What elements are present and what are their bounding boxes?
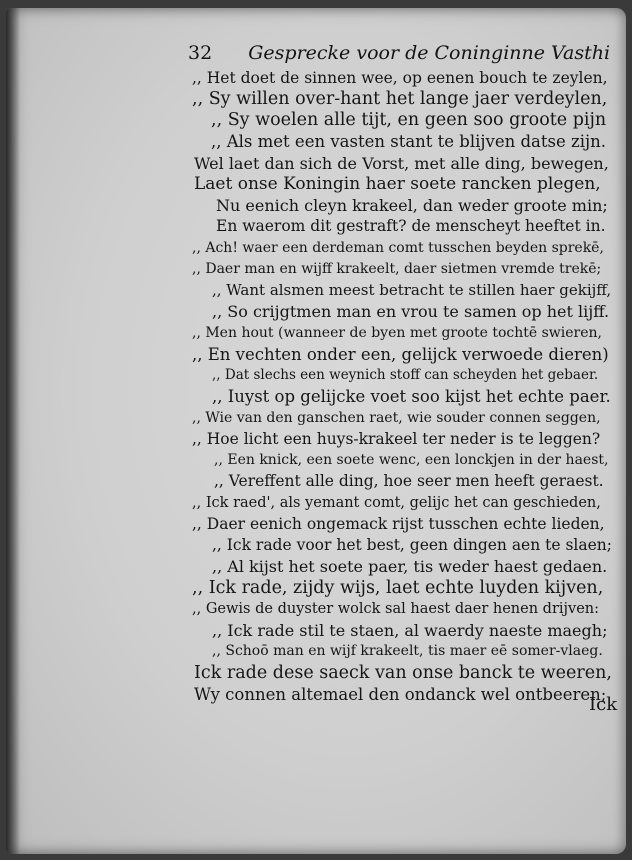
verse-line: ,, Ick rade stil te staen, al waerdy naeste maegh; xyxy=(212,621,608,640)
running-title: Gesprecke voor de Coninginne Vasthi xyxy=(248,42,611,64)
verse-line: ,, Wie van den ganschen raet, wie souder connen seggen, xyxy=(192,410,601,426)
verse-line: ,, Daer eenich ongemack rijst tusschen echte lieden, xyxy=(192,515,605,533)
verse-line: ,, Sy woelen alle tijt, en geen soo groote pijn xyxy=(211,110,607,130)
verse-line: ,, Daer man en wijff krakeelt, daer sietmen vremde trekē; xyxy=(192,261,602,277)
verse-line: ,, Vereffent alle ding, hoe seer men heeft geraest. xyxy=(214,472,604,490)
verse-line: ,, Al kijst het soete paer, tis weder haest gedaen. xyxy=(212,557,608,576)
book-page xyxy=(6,8,626,854)
verse-line: ,, So crijgtmen man en vrou te samen op het lijff. xyxy=(212,302,610,321)
verse-line: ,, Gewis de duyster wolck sal haest daer henen drijven: xyxy=(192,601,600,617)
verse-line: ,, Ick rade, zijdy wijs, laet echte luyden kijven, xyxy=(192,578,604,598)
catchword: Ick xyxy=(589,694,618,715)
verse-line: ,, Ick raed', als yemant comt, gelijc het can geschieden, xyxy=(192,495,601,511)
verse-line: En waerom dit gestraft? de menscheyt heeftet in. xyxy=(216,217,606,235)
verse-line: Nu eenich cleyn krakeel, dan weder groote min; xyxy=(216,196,608,215)
verse-line: Wel laet dan sich de Vorst, met alle ding, bewegen, xyxy=(194,154,609,173)
verse-line: ,, Schoō man en wijf krakeelt, tis maer eē somer-vlaeg. xyxy=(212,643,603,659)
verse-line: ,, Dat slechs een weynich stoff can scheyden het gebaer. xyxy=(212,367,599,383)
verse-line: ,, Als met een vasten stant te blijven datse zijn. xyxy=(211,132,606,151)
verse-line: ,, Het doet de sinnen wee, op eenen bouch te zeylen, xyxy=(192,69,608,87)
verse-line: Laet onse Koningin haer soete rancken plegen, xyxy=(194,174,601,194)
verse-line: ,, Hoe licht een huys-krakeel ter neder is te leggen? xyxy=(192,430,601,448)
verse-line: ,, Men hout (wanneer de byen met groote tochtē swieren, xyxy=(192,325,602,341)
verse-line: ,, Want alsmen meest betracht te stillen haer gekijff, xyxy=(212,281,612,299)
page-header xyxy=(188,42,611,64)
verse-line: ,, Ach! waer een derdeman comt tusschen beyden sprekē, xyxy=(192,240,604,256)
verse-line: ,, Ick rade voor het best, geen dingen aen te slaen; xyxy=(212,536,613,554)
verse-line: ,, Iuyst op gelijcke voet soo kijst het echte paer. xyxy=(212,387,611,406)
verse-line: Ick rade dese saeck van onse banck te weeren, xyxy=(194,663,612,683)
verse-line: Wy connen altemael den ondanck wel ontbeeren; xyxy=(194,685,607,704)
verse-line: ,, En vechten onder een, gelijck verwoede dieren) xyxy=(192,345,609,364)
verse-line: ,, Sy willen over-hant het lange jaer verdeylen, xyxy=(192,89,608,109)
page-number: 32 xyxy=(188,42,213,64)
verse-line: ,, Een knick, een soete wenc, een lonckjen in der haest, xyxy=(214,452,609,468)
page-gutter-shadow xyxy=(6,8,20,854)
